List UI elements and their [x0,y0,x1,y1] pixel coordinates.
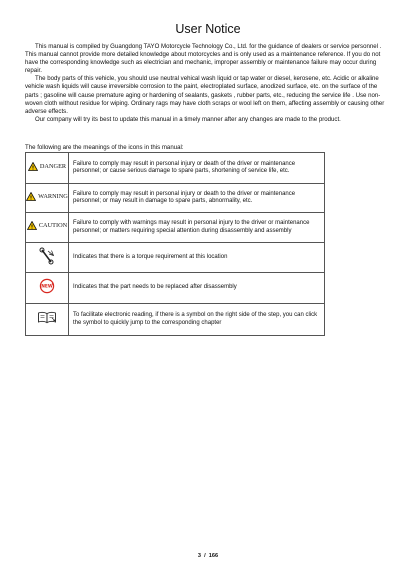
danger-icon [28,162,38,171]
table-row [26,243,325,273]
torque-description: Indicates that there is a torque requirement at this location [69,243,325,273]
warning-description: Failure to comply may result in personal injury or death to the driver or maintenance personnel; or may result in damage to spare parts, abnormality, etc. [69,184,325,213]
caution-label: CAUTION [38,222,68,230]
icon-cell [26,153,69,184]
svg-text:!: ! [29,195,33,201]
icon-cell [26,213,69,243]
danger-description: Failure to comply may result in personal injury or death of the driver or maintenance personnel; or cause serious damage to spare parts, shortening of service life, etc. [69,153,325,184]
new-part-icon [39,278,55,294]
page-number [0,553,416,559]
page-total: 166 [208,553,219,559]
warning-sign [26,192,68,201]
intro-paragraph-1: This manual is compiled by Guangdong TAYO Motorcycle Technology Co., Ltd. for the guidance of dealers or service personnel . This manual cannot provide more detailed knowledge about motorcycles and is only used as a maintenance reference. If you do not have the corresponding knowledge such as electrician and mechanic, improper assembly or maintenance failure may occur during repair. [25,43,382,75]
icon-meanings-table [25,152,325,336]
table-row [26,153,325,184]
page-current: 3 [197,553,201,559]
caution-icon [27,221,37,230]
new-part-label: NEW [41,284,53,290]
danger-label: DANGER [39,162,67,170]
icon-table-caption: The following are the meanings of the icons in this manual: [25,144,184,151]
warning-label: WARNING [38,192,68,200]
warning-icon [26,192,36,201]
caution-description: Failure to comply with warnings may result in personal injury to the driver or maintenance personnel; or matters requiring special attention during disassembly and assembly [69,213,325,243]
icon-cell [26,184,69,213]
book-description: To facilitate electronic reading, if there is a symbol on the right side of the step, you can click the symbol to quickly jump to the corresponding chapter [69,304,325,336]
caution-sign [27,221,67,230]
table-row [26,273,325,304]
page-separator: / [204,553,206,559]
svg-text:!: ! [31,165,35,171]
torque-wrench-icon [38,247,56,265]
intro-paragraph-2: The body parts of this vehicle, you should use neutral vehical wash liquid or tap water or diesel, kerosene, etc. Acidic or alkaline vehicle wash liquids will cause irreversible corrosion to the paint, electroplated surface, anodized surface, etc. on the surface of the parts ; gasoline will cause premature aging or hardening of sealants, gaskets , rubber parts, etc., reducing the service life . Use non-woven cloth without residue for wiping. Ordinary rags may have cloth scraps or wool left on them, affecting assembly or causing other adverse effects. [25,75,385,115]
open-book-icon [37,311,57,324]
intro-text [25,43,391,124]
intro-paragraph-3: Our company will try its best to update this manual in a timely manner after any changes are made to the product. [35,115,341,123]
new-part-description: Indicates that the part needs to be replaced after disassembly [69,273,325,304]
svg-text:!: ! [30,224,34,231]
table-row [26,184,325,213]
icon-cell [26,304,69,336]
page-title: User Notice [175,22,241,36]
table-row [26,304,325,336]
danger-sign [28,162,66,171]
table-row [26,213,325,243]
icon-cell [26,273,69,304]
icon-cell [26,243,69,273]
